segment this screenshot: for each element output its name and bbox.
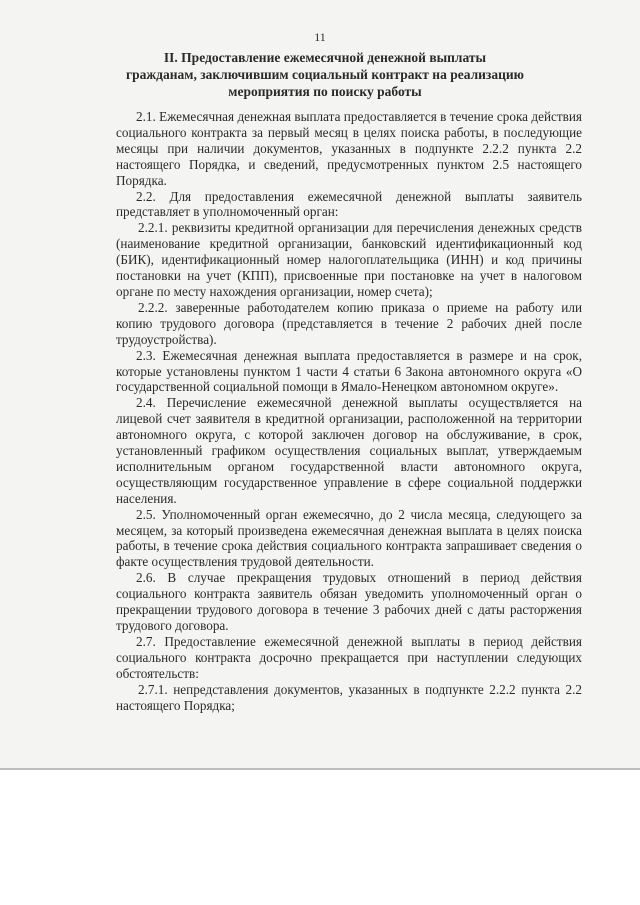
paragraph-2-5: 2.5. Уполномоченный орган ежемесячно, до 2 числа месяца, следующего за месяцем, за который произведена ежемесячная денежная выплата в целях поиска работы, в течение срока действия социального контракта запрашивает сведения о факте осуществления трудовой деятельности. <box>116 506 582 570</box>
paragraph-2-1: 2.1. Ежемесячная денежная выплата предоставляется в течение срока действия социального контракта за первый месяц в целях поиска работы, в последующие месяцы при наличии документов, указанных в подпункте 2.2.2 пункта 2.2 настоящего Порядка, и сведений, предусмотренных пунктом 2.5 настоящего Порядка. <box>116 109 582 188</box>
section-title-line: мероприятия по поиску работы <box>228 84 422 99</box>
page-number: 11 <box>314 30 326 44</box>
paragraph-2-3: 2.3. Ежемесячная денежная выплата предоставляется в размере и на срок, которые установлены пунктом 1 части 4 статьи 6 Закона автономного округа «О государственной социальной помощи в Ямало-Ненецком автономном округе». <box>116 347 582 395</box>
paragraph-2-2-2: 2.2.2. заверенные работодателем копию приказа о приеме на работу или копию трудового договора (представляется в течение 2 рабочих дней после трудоустройства). <box>116 299 582 347</box>
section-title-line: II. Предоставление ежемесячной денежной выплаты <box>163 50 487 65</box>
paragraph-2-4: 2.4. Перечисление ежемесячной денежной выплаты осуществляется на лицевой счет заявителя в кредитной организации, расположенной на территории автономного округа, с которой заключен договор на обслуживание, в срок, установленный графиком осуществления социальных выплат, утверждаемым исполнительным органом государственной власти автономного округа, осуществляющим государственное управление в сфере социальной поддержки населения. <box>116 395 582 506</box>
paragraph-2-6: 2.6. В случае прекращения трудовых отношений в период действия социального контракта заявитель обязан уведомить уполномоченный орган о прекращении трудового договора в течение 3 рабочих дней с даты расторжения трудового договора. <box>116 570 582 633</box>
section-title <box>80 49 570 100</box>
document-body <box>116 109 582 713</box>
paragraph-2-7-1: 2.7.1. непредставления документов, указанных в подпункте 2.2.2 пункта 2.2 настоящего Порядка; <box>116 681 582 713</box>
paragraph-2-2-1: 2.2.1. реквизиты кредитной организации для перечисления денежных средств (наименование кредитной организации, банковский идентификационный код (БИК), идентификационный номер налогоплательщика (ИНН) и код причины постановки на учет (КПП), присвоенные при постановке на учет в налоговом органе по месту нахождения организации, номер счета); <box>116 220 582 299</box>
paragraph-2-2: 2.2. Для предоставления ежемесячной денежной выплаты заявитель представляет в уполномоченный орган: <box>116 188 582 220</box>
blank-area <box>0 770 640 905</box>
paragraph-2-7: 2.7. Предоставление ежемесячной денежной выплаты в период действия социального контракта досрочно прекращается при наступлении следующих обстоятельств: <box>116 633 582 681</box>
section-title-line: гражданам, заключившим социальный контракт на реализацию <box>126 67 524 82</box>
